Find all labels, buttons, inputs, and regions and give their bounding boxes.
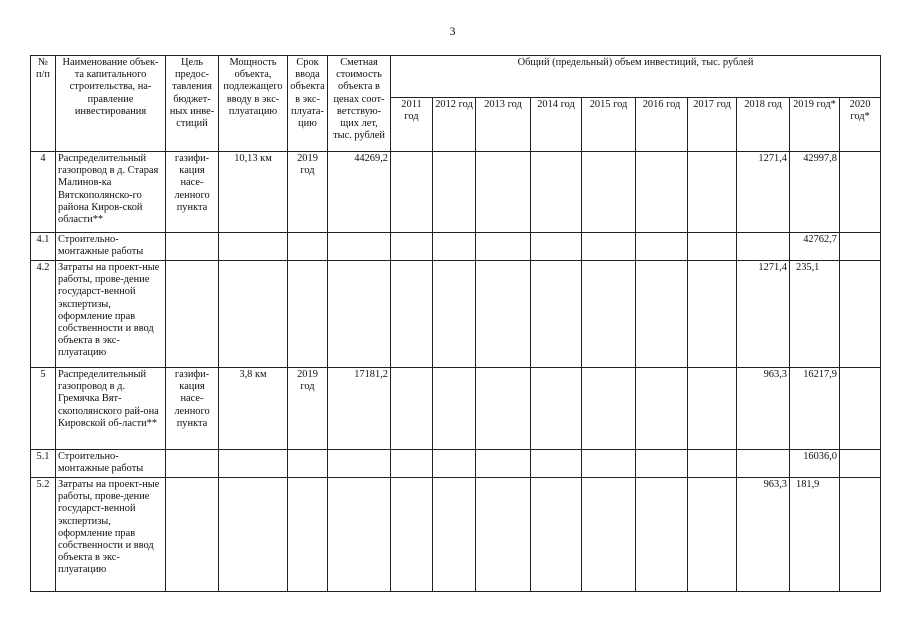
header-year-2017: 2017 год (688, 98, 737, 152)
page-number: 3 (449, 24, 456, 38)
cell-2011 (391, 152, 433, 233)
header-year-2012: 2012 год (433, 98, 476, 152)
header-year-2014: 2014 год (531, 98, 582, 152)
row-capacity (219, 478, 288, 592)
cell-2018: 1271,4 (737, 261, 790, 368)
row-capacity (219, 261, 288, 368)
cell-2013 (476, 233, 531, 261)
row-num: 4.2 (31, 261, 56, 368)
row-cost (328, 261, 391, 368)
cell-2012 (433, 450, 476, 478)
row-goal (166, 261, 219, 368)
cell-2020 (840, 368, 881, 450)
cell-2014 (531, 152, 582, 233)
cell-2012 (433, 152, 476, 233)
table-row (31, 450, 881, 478)
cell-2012 (433, 261, 476, 368)
table-row (31, 233, 881, 261)
cell-2016 (636, 233, 688, 261)
row-name: Затраты на проект-ные работы, прове-дение государст-венной экспертизы, оформление прав собственности и ввод объекта в экс-плуатацию (56, 261, 166, 368)
cell-2014 (531, 261, 582, 368)
cell-2015 (582, 368, 636, 450)
cell-2017 (688, 261, 737, 368)
cell-2014 (531, 368, 582, 450)
row-num: 5.2 (31, 478, 56, 592)
row-cost (328, 233, 391, 261)
cell-2015 (582, 152, 636, 233)
cell-2011 (391, 233, 433, 261)
cell-2019: 16217,9 (790, 368, 840, 450)
header-cost: Сметная стоимость объекта в ценах соот-ветствую-щих лет, тыс. рублей (328, 56, 391, 152)
cell-2011 (391, 261, 433, 368)
header-year-2013: 2013 год (476, 98, 531, 152)
cell-2014 (531, 233, 582, 261)
row-goal (166, 478, 219, 592)
row-cost (328, 478, 391, 592)
cell-2018: 963,3 (737, 368, 790, 450)
cell-2012 (433, 233, 476, 261)
cell-2011 (391, 368, 433, 450)
cell-2016 (636, 478, 688, 592)
cell-2017 (688, 233, 737, 261)
cell-2013 (476, 152, 531, 233)
cell-2018: 1271,4 (737, 152, 790, 233)
row-name: Распределительный газопровод в д. Старая Малинов-ка Вятскополянско-го района Киров-ской области** (56, 152, 166, 233)
header-total-investment: Общий (предельный) объем инвестиций, тыс. рублей (391, 56, 881, 98)
row-name: Затраты на проект-ные работы, прове-дение государст-венной экспертизы, оформление прав собственности и ввод объекта в экс-плуатацию (56, 478, 166, 592)
table-row (31, 368, 881, 450)
row-cost (328, 450, 391, 478)
cell-2020 (840, 233, 881, 261)
cell-2014 (531, 478, 582, 592)
cell-2020 (840, 450, 881, 478)
header-goal: Цель предос-тавления бюджет-ных инве-стиций (166, 56, 219, 152)
row-capacity (219, 450, 288, 478)
cell-2018 (737, 450, 790, 478)
cell-2013 (476, 450, 531, 478)
cell-2017 (688, 450, 737, 478)
row-term: 2019 год (288, 152, 328, 233)
cell-2018 (737, 233, 790, 261)
row-name: Строительно-монтажные работы (56, 233, 166, 261)
cell-2015 (582, 233, 636, 261)
header-capacity: Мощность объекта, подлежащего вводу в экс-плуатацию (219, 56, 288, 152)
cell-2019: 42762,7 (790, 233, 840, 261)
row-capacity (219, 233, 288, 261)
header-year-2020: 2020 год* (840, 98, 881, 152)
row-term (288, 478, 328, 592)
row-goal: газифи-кация насе-ленного пункта (166, 152, 219, 233)
cell-2020 (840, 152, 881, 233)
cell-2013 (476, 478, 531, 592)
header-year-2015: 2015 год (582, 98, 636, 152)
row-term (288, 261, 328, 368)
header-year-2011: 2011 год (391, 98, 433, 152)
cell-2020 (840, 261, 881, 368)
cell-2016 (636, 450, 688, 478)
cell-2014 (531, 450, 582, 478)
cell-2020 (840, 478, 881, 592)
row-num: 5.1 (31, 450, 56, 478)
cell-2018: 963,3 (737, 478, 790, 592)
cell-2011 (391, 478, 433, 592)
cell-2019: 42997,8 (790, 152, 840, 233)
row-term (288, 450, 328, 478)
table-row (31, 261, 881, 368)
row-num: 4.1 (31, 233, 56, 261)
row-goal: газифи-кация насе-ленного пункта (166, 368, 219, 450)
row-term: 2019 год (288, 368, 328, 450)
table-row (31, 152, 881, 233)
header-name: Наименование объек-та капитального строительства, на-правление инвестирования (56, 56, 166, 152)
header-year-2016: 2016 год (636, 98, 688, 152)
row-cost: 17181,2 (328, 368, 391, 450)
header-year-2018: 2018 год (737, 98, 790, 152)
cell-2019: 181,9 (790, 478, 840, 592)
cell-2015 (582, 450, 636, 478)
row-num: 4 (31, 152, 56, 233)
cell-2012 (433, 478, 476, 592)
cell-2019: 16036,0 (790, 450, 840, 478)
cell-2013 (476, 368, 531, 450)
row-capacity: 10,13 км (219, 152, 288, 233)
row-num: 5 (31, 368, 56, 450)
table-row (31, 478, 881, 592)
cell-2016 (636, 261, 688, 368)
investment-table (30, 55, 881, 592)
cell-2019: 235,1 (790, 261, 840, 368)
cell-2016 (636, 368, 688, 450)
row-goal (166, 233, 219, 261)
header-year-2019: 2019 год* (790, 98, 840, 152)
cell-2017 (688, 478, 737, 592)
cell-2015 (582, 261, 636, 368)
cell-2013 (476, 261, 531, 368)
cell-2015 (582, 478, 636, 592)
cell-2017 (688, 152, 737, 233)
cell-2012 (433, 368, 476, 450)
row-capacity: 3,8 км (219, 368, 288, 450)
cell-2011 (391, 450, 433, 478)
row-name: Распределительный газопровод в д. Гремячка Вят-скополянского рай-она Кировской об-ласти** (56, 368, 166, 450)
cell-2016 (636, 152, 688, 233)
header-num: № п/п (31, 56, 56, 152)
header-term: Срок ввода объекта в экс-плуата-цию (288, 56, 328, 152)
cell-2017 (688, 368, 737, 450)
row-name: Строительно-монтажные работы (56, 450, 166, 478)
row-goal (166, 450, 219, 478)
row-term (288, 233, 328, 261)
row-cost: 44269,2 (328, 152, 391, 233)
